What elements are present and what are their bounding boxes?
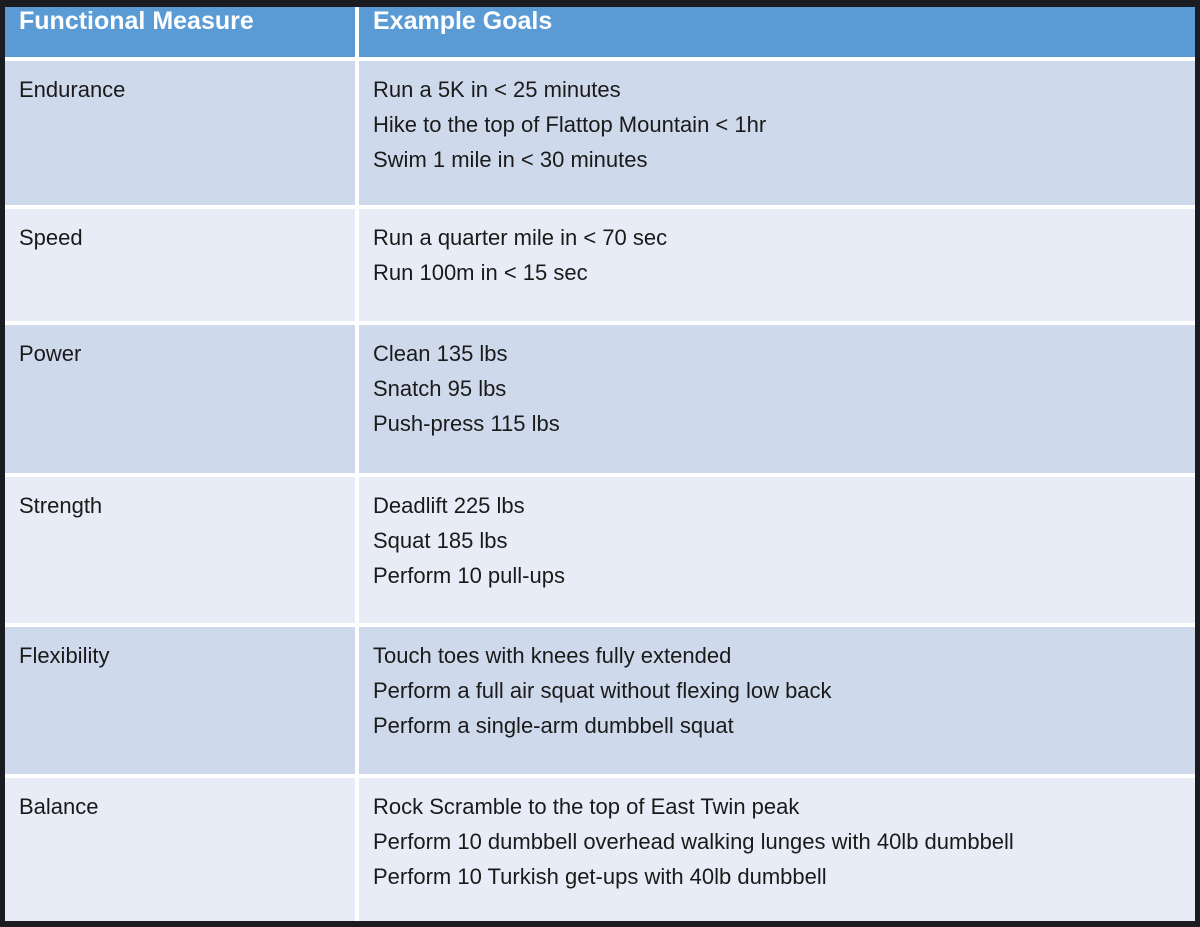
- goal-line: Perform a full air squat without flexing low back: [373, 678, 832, 703]
- goal-line: Run 100m in < 15 sec: [373, 260, 588, 285]
- goals-cell: [357, 776, 1195, 921]
- table-row-power: [5, 323, 1195, 475]
- measure-cell: Flexibility: [5, 625, 357, 776]
- goals-cell: [357, 207, 1195, 323]
- goal-line: Perform 10 Turkish get-ups with 40lb dumbbell: [373, 864, 827, 889]
- table-row-balance: [5, 776, 1195, 921]
- measure-cell: Balance: [5, 776, 357, 921]
- table-row-strength: [5, 475, 1195, 625]
- goals-cell: [357, 625, 1195, 776]
- goals-cell: [357, 475, 1195, 625]
- measure-cell: Power: [5, 323, 357, 475]
- goal-line: Perform 10 dumbbell overhead walking lunges with 40lb dumbbell: [373, 829, 1014, 854]
- column-header-example-goals: Example Goals: [357, 7, 1195, 59]
- goal-line: Run a 5K in < 25 minutes: [373, 77, 621, 102]
- goals-cell: [357, 323, 1195, 475]
- goals-cell: [357, 59, 1195, 207]
- goal-line: Touch toes with knees fully extended: [373, 643, 732, 668]
- column-header-functional-measure: Functional Measure: [5, 7, 357, 59]
- table-row-flexibility: [5, 625, 1195, 776]
- goal-line: Perform a single-arm dumbbell squat: [373, 713, 734, 738]
- goal-line: Hike to the top of Flattop Mountain < 1hr: [373, 112, 767, 137]
- table-row-speed: [5, 207, 1195, 323]
- measure-cell: Speed: [5, 207, 357, 323]
- goal-line: Run a quarter mile in < 70 sec: [373, 225, 668, 250]
- goal-line: Deadlift 225 lbs: [373, 493, 525, 518]
- goal-line: Rock Scramble to the top of East Twin peak: [373, 794, 800, 819]
- table-header-row: [5, 7, 1195, 59]
- goal-line: Swim 1 mile in < 30 minutes: [373, 147, 648, 172]
- goal-line: Push-press 115 lbs: [373, 411, 560, 436]
- measure-cell: Strength: [5, 475, 357, 625]
- functional-measures-table: [5, 7, 1195, 921]
- goal-line: Perform 10 pull-ups: [373, 563, 565, 588]
- goal-line: Snatch 95 lbs: [373, 376, 507, 401]
- goal-line: Squat 185 lbs: [373, 528, 508, 553]
- measure-cell: Endurance: [5, 59, 357, 207]
- table-row-endurance: [5, 59, 1195, 207]
- goal-line: Clean 135 lbs: [373, 341, 508, 366]
